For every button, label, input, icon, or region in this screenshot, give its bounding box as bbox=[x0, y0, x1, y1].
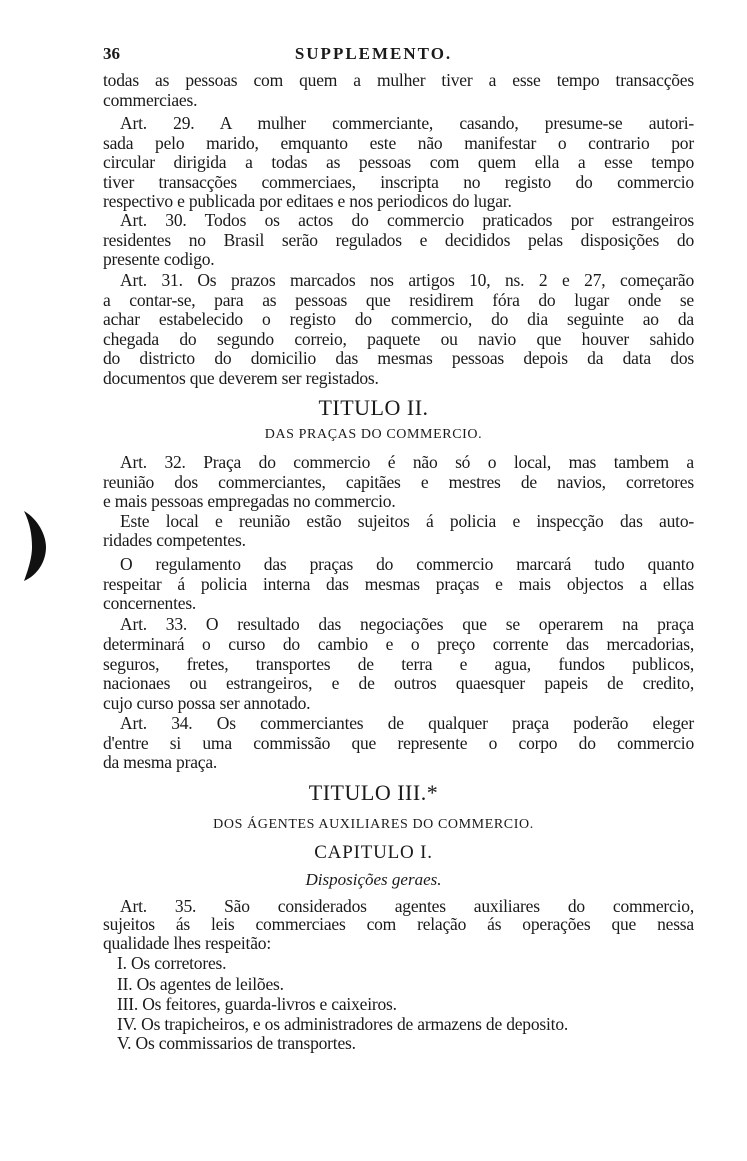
text-line: reunião dos commerciantes, capitães e mestres de navios, corretores bbox=[103, 472, 694, 492]
text-line: chegada do segundo correio, paquete ou navio que houver sahido bbox=[103, 329, 694, 349]
text-line: presente codigo. bbox=[103, 249, 215, 269]
text-line: da mesma praça. bbox=[103, 752, 218, 772]
running-head: SUPPLEMENTO. bbox=[294, 44, 453, 63]
text-line: achar estabelecido o registo do commercio, do dia seguinte ao da bbox=[103, 309, 694, 329]
text-line: sujeitos ás leis commerciaes com relação ás operações que nessa bbox=[103, 914, 694, 934]
text-line: commerciaes. bbox=[103, 90, 198, 110]
text-line: d'entre si uma commissão que represente o corpo do commercio bbox=[103, 733, 694, 753]
text-line: cujo curso possa ser annotado. bbox=[103, 693, 311, 713]
text-line: qualidade lhes respeitão: bbox=[103, 933, 271, 953]
list-item: I. Os corretores. bbox=[117, 953, 227, 973]
title-subheading: DOS ÁGENTES AUXILIARES DO COMMERCIO. bbox=[213, 817, 534, 832]
text-line: todas as pessoas com quem a mulher tiver a esse tempo transacções bbox=[103, 70, 694, 90]
text-line: sada pelo marido, emquanto este não manifestar o contrario por bbox=[103, 133, 694, 153]
text-line: Art. 29. A mulher commerciante, casando, presume-se autori- bbox=[120, 113, 694, 133]
text-line: Art. 35. São considerados agentes auxiliares do commercio, bbox=[120, 896, 694, 916]
list-item: III. Os feitores, guarda-livros e caixeiros. bbox=[117, 994, 397, 1014]
text-line: nacionaes ou estrangeiros, e de outros quaesquer papeis de credito, bbox=[103, 673, 694, 693]
text-line: ridades competentes. bbox=[103, 530, 246, 550]
title-heading: TITULO II. bbox=[318, 395, 429, 420]
text-line: concernentes. bbox=[103, 593, 197, 613]
text-line: circular dirigida a todas as pessoas com quem ella a esse tempo bbox=[103, 152, 694, 172]
title-subheading: DAS PRAÇAS DO COMMERCIO. bbox=[264, 427, 483, 442]
text-line: Este local e reunião estão sujeitos á policia e inspecção das auto- bbox=[120, 511, 694, 531]
list-item: II. Os agentes de leilões. bbox=[117, 974, 284, 994]
text-line: determinará o curso do cambio e o preço corrente das mercadorias, bbox=[103, 634, 694, 654]
text-line: Art. 34. Os commerciantes de qualquer praça poderão eleger bbox=[120, 713, 694, 733]
text-line: tiver transacções commerciaes, inscripta no registo do commercio bbox=[103, 172, 694, 192]
text-line: documentos que deverem ser registados. bbox=[103, 368, 379, 388]
text-line: Art. 33. O resultado das negociações que se operarem na praça bbox=[120, 614, 694, 634]
text-line: e mais pessoas empregadas no commercio. bbox=[103, 491, 396, 511]
text-line: Art. 30. Todos os actos do commercio praticados por estrangeiros bbox=[120, 210, 694, 230]
text-line: do districto do domicilio das mesmas pessoas depois da data dos bbox=[103, 348, 694, 368]
text-line: Art. 31. Os prazos marcados nos artigos 10, ns. 2 e 27, começarão bbox=[120, 270, 694, 290]
text-line: respeitar á policia interna das mesmas praças e mais objectos a ellas bbox=[103, 574, 694, 594]
text-line: residentes no Brasil serão regulados e decididos pelas disposições do bbox=[103, 230, 694, 250]
text-line: a contar-se, para as pessoas que residirem fóra do lugar onde se bbox=[103, 290, 694, 310]
text-line: Art. 32. Praça do commercio é não só o local, mas tambem a bbox=[120, 452, 694, 472]
page-number: 36 bbox=[103, 44, 120, 63]
title-heading: TITULO III.* bbox=[308, 780, 439, 805]
list-item: IV. Os trapicheiros, e os administradores de armazens de deposito. bbox=[117, 1014, 569, 1034]
text-line: respectivo e publicada por editaes e nos periodicos do lugar. bbox=[103, 191, 512, 211]
text-line: seguros, fretes, transportes de terra e agua, fundos publicos, bbox=[103, 654, 694, 674]
chapter-heading: CAPITULO I. bbox=[314, 842, 433, 863]
section-subheading: Disposições geraes. bbox=[305, 870, 442, 889]
binding-shadow bbox=[18, 505, 50, 585]
list-item: V. Os commissarios de transportes. bbox=[117, 1033, 356, 1053]
text-line: O regulamento das praças do commercio marcará tudo quanto bbox=[120, 554, 694, 574]
